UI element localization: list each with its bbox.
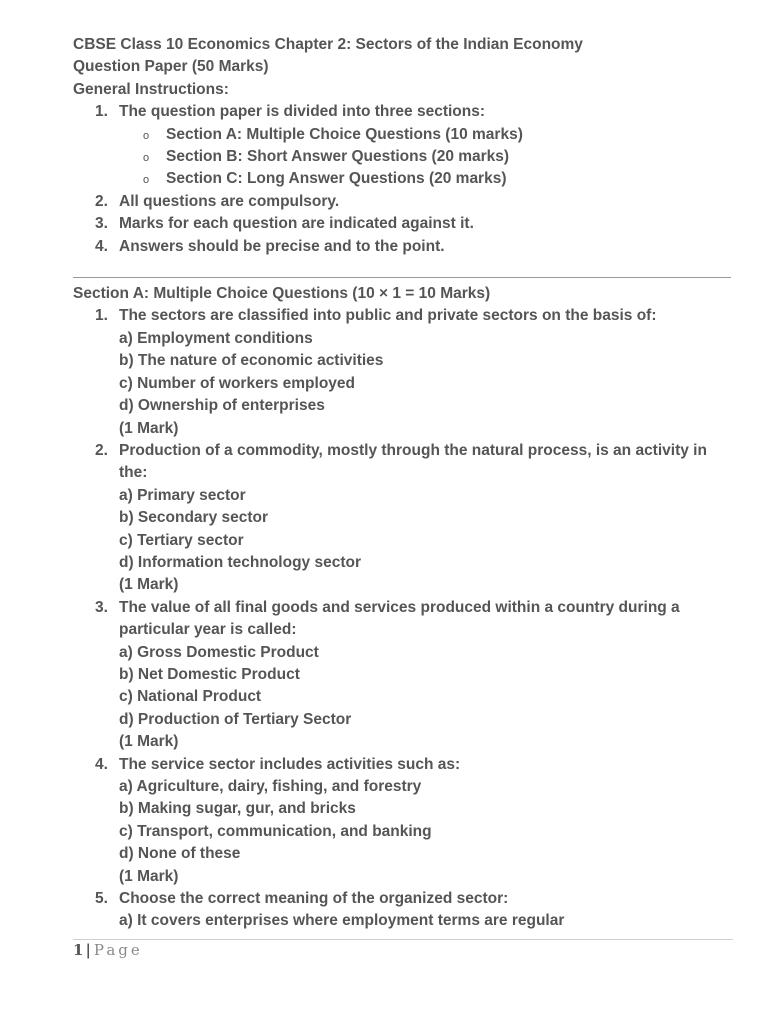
question-text: The value of all final goods and services produced within a country during a particular year is called: [119, 598, 680, 639]
question-text: Choose the correct meaning of the organized sector: [119, 890, 509, 908]
page-number: 1 [73, 941, 84, 959]
question-marks: (1 Mark) [119, 867, 179, 885]
answer-option: c) Transport, communication, and banking [119, 822, 432, 840]
answer-option: a) It covers enterprises where employment terms are regular [119, 912, 565, 930]
instruction-number: 2. [95, 192, 108, 210]
question-number: 3. [95, 598, 108, 616]
instruction-subitem [73, 168, 733, 190]
bullet-icon: o [143, 129, 150, 142]
answer-option: a) Agriculture, dairy, fishing, and forestry [119, 778, 422, 795]
instruction-subitem [73, 124, 733, 146]
bullet-icon: o [143, 152, 150, 165]
instruction-item [73, 236, 733, 258]
question-number: 5. [95, 890, 108, 908]
question-number: 1. [95, 307, 108, 325]
question-item [73, 597, 733, 642]
question-marks: (1 Mark) [119, 733, 179, 751]
subitem-text: Section A: Multiple Choice Questions (10 marks) [166, 125, 523, 143]
instruction-item [73, 213, 733, 235]
footer-separator: | [85, 941, 91, 959]
question-number: 2. [95, 441, 108, 459]
instruction-item [73, 101, 733, 123]
question-item [73, 305, 733, 327]
instruction-text: The question paper is divided into three sections: [119, 103, 486, 121]
question-item [73, 440, 733, 485]
answer-option: d) Information technology sector [119, 553, 361, 571]
question-text: The sectors are classified into public and private sectors on the basis of: [119, 307, 657, 325]
instruction-text: Marks for each question are indicated against it. [119, 215, 474, 233]
instruction-number: 4. [95, 237, 108, 255]
question-text: Production of a commodity, mostly through the natural process, is an activity in the: [119, 441, 707, 482]
answer-option: b) The nature of economic activities [119, 352, 384, 370]
question-text: The service sector includes activities such as: [119, 755, 461, 773]
answer-option: c) Number of workers employed [119, 374, 356, 392]
question-marks: (1 Mark) [119, 576, 179, 594]
answer-option: c) Tertiary sector [119, 531, 244, 549]
instruction-text: All questions are compulsory. [119, 192, 340, 210]
document-title: CBSE Class 10 Economics Chapter 2: Sectors of the Indian Economy [73, 36, 583, 53]
question-number: 4. [95, 755, 108, 773]
answer-option: b) Secondary sector [119, 509, 269, 527]
document-subtitle: Question Paper (50 Marks) [73, 58, 269, 76]
document-page [73, 34, 733, 933]
answer-option: b) Making sugar, gur, and bricks [119, 800, 356, 818]
instruction-number: 1. [95, 103, 108, 121]
answer-option: a) Primary sector [119, 486, 246, 504]
answer-option: c) National Product [119, 688, 262, 706]
answer-option: b) Net Domestic Product [119, 665, 300, 683]
question-item [73, 888, 733, 910]
subitem-text: Section C: Long Answer Questions (20 marks) [166, 170, 507, 188]
answer-option: a) Gross Domestic Product [119, 643, 319, 661]
answer-option: a) Employment conditions [119, 329, 313, 347]
answer-option: d) Ownership of enterprises [119, 397, 325, 415]
page-label: Page [93, 941, 143, 959]
footer-divider [73, 939, 733, 940]
question-marks: (1 Mark) [119, 419, 179, 437]
instruction-subitem [73, 146, 733, 168]
question-item [73, 754, 733, 776]
instruction-text: Answers should be precise and to the point. [119, 237, 445, 255]
instruction-number: 3. [95, 215, 108, 233]
instruction-item [73, 191, 733, 213]
instructions-heading: General Instructions: [73, 80, 229, 98]
subitem-text: Section B: Short Answer Questions (20 marks) [166, 148, 510, 166]
answer-option: d) None of these [119, 845, 241, 863]
horizontal-divider [73, 277, 731, 278]
section-a-heading: Section A: Multiple Choice Questions (10 × 1 = 10 Marks) [73, 285, 491, 303]
page-footer [73, 941, 143, 959]
bullet-icon: o [143, 174, 150, 187]
answer-option: d) Production of Tertiary Sector [119, 710, 352, 728]
